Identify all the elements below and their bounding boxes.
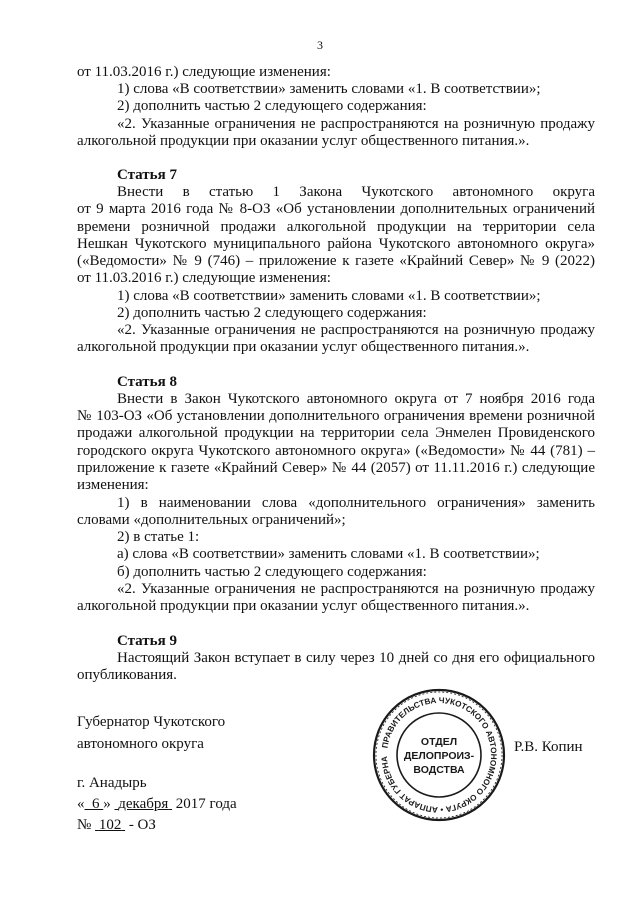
text-line: опубликования. [77, 667, 177, 683]
text-line: «2. Указанные ограничения не распространяются на розничную продажу [117, 322, 595, 338]
text-line: «2. Указанные ограничения не распространяются на розничную продажу [117, 581, 595, 597]
text-line: городского округа Чукотского автономного округа» («Ведомости» № 44 (781) – [77, 443, 595, 459]
text-line: 2) дополнить частью 2 следующего содержания: [117, 305, 427, 321]
text-line: «2. Указанные ограничения не распространяются на розничную продажу [117, 116, 595, 132]
text-line: изменения: [77, 477, 149, 493]
law-number-suffix: - ОЗ [128, 817, 156, 833]
number-sign: № [77, 817, 92, 833]
date-month [115, 796, 173, 812]
stamp-graphic [371, 688, 507, 822]
text-line: Внести в Закон Чукотского автономного округа от 7 ноября 2016 года [117, 391, 595, 407]
article-heading: Статья 8 [117, 374, 177, 390]
text-line: алкогольной продукции при оказании услуг общественного питания.». [77, 339, 530, 355]
place-line: г. Анадырь [77, 775, 147, 791]
text-line: 1) слова «В соответствии» заменить словами «1. В соответствии»; [117, 288, 541, 304]
text-line: продажи алкогольной продукции на территории села Энмелен Провиденского [77, 425, 595, 441]
text-line: Внести в статью 1 Закона Чукотского автономного округа [117, 184, 595, 200]
stamp-center-line: ОТДЕЛ [420, 736, 458, 748]
quote-open: « [77, 796, 85, 812]
article-heading: Статья 9 [117, 633, 177, 649]
text-line: от 11.03.2016 г.) следующие изменения: [77, 270, 331, 286]
text-line: 1) в наименовании слова «дополнительного ограничения» заменить [117, 495, 595, 511]
text-line: от 9 марта 2016 года № 8-ОЗ «Об установлении дополнительных ограничений [77, 201, 595, 217]
signatory-name: Р.В. Копин [514, 739, 583, 755]
governor-title: автономного округа [77, 736, 204, 752]
text-line: Нешкан Чукотского муниципального района Чукотского автономного округа» [77, 236, 595, 252]
page-number: 3 [317, 38, 323, 52]
official-stamp [371, 688, 507, 822]
text-line: а) слова «В соответствии» заменить словами «1. В соответствии»; [117, 546, 540, 562]
text-line: приложение к газете «Крайний Север» № 44 (2057) от 11.11.2016 г.) следующие [77, 460, 595, 476]
date-line [77, 796, 237, 813]
text-line: времени розничной продажи алкогольной продукции на территории села [77, 219, 595, 235]
date-month-value: декабря [118, 796, 169, 812]
text-line: алкогольной продукции при оказании услуг общественного питания.». [77, 598, 530, 614]
text-line: алкогольной продукции при оказании услуг общественного питания.». [77, 133, 530, 149]
text-line: 2) дополнить частью 2 следующего содержания: [117, 98, 427, 114]
text-line: («Ведомости» № 9 (746) – приложение к газете «Крайний Север» № 9 (2022) [77, 253, 595, 269]
quote-close: » [103, 796, 111, 812]
stamp-ring-textpath: ПРАВИТЕЛЬСТВА ЧУКОТСКОГО АВТОНОМНОГО ОКРУГА • АППАРАТ ГУБЕРНА [379, 695, 499, 815]
text-line: № 103-ОЗ «Об установлении дополнительного ограничения времени розничной [77, 408, 595, 424]
date-year: 2017 года [175, 796, 237, 812]
text-line: от 11.03.2016 г.) следующие изменения: [77, 64, 331, 80]
stamp-center-line: ВОДСТВА [413, 764, 465, 776]
text-line: словами «дополнительных ограничений»; [77, 512, 346, 528]
article-heading: Статья 7 [117, 167, 177, 183]
law-number-line [77, 817, 156, 834]
governor-title: Губернатор Чукотского [77, 714, 226, 730]
date-day-value: 6 [92, 796, 100, 812]
text-line: 1) слова «В соответствии» заменить словами «1. В соответствии»; [117, 81, 541, 97]
text-line: Настоящий Закон вступает в силу через 10 дней со дня его официального [117, 650, 595, 666]
text-line: 2) в статье 1: [117, 529, 200, 545]
law-number [95, 817, 125, 833]
law-number-value: 102 [98, 817, 122, 833]
date-day [85, 796, 104, 812]
stamp-center-line: ДЕЛОПРОИЗ- [403, 750, 475, 762]
text-line: б) дополнить частью 2 следующего содержания: [117, 564, 427, 580]
